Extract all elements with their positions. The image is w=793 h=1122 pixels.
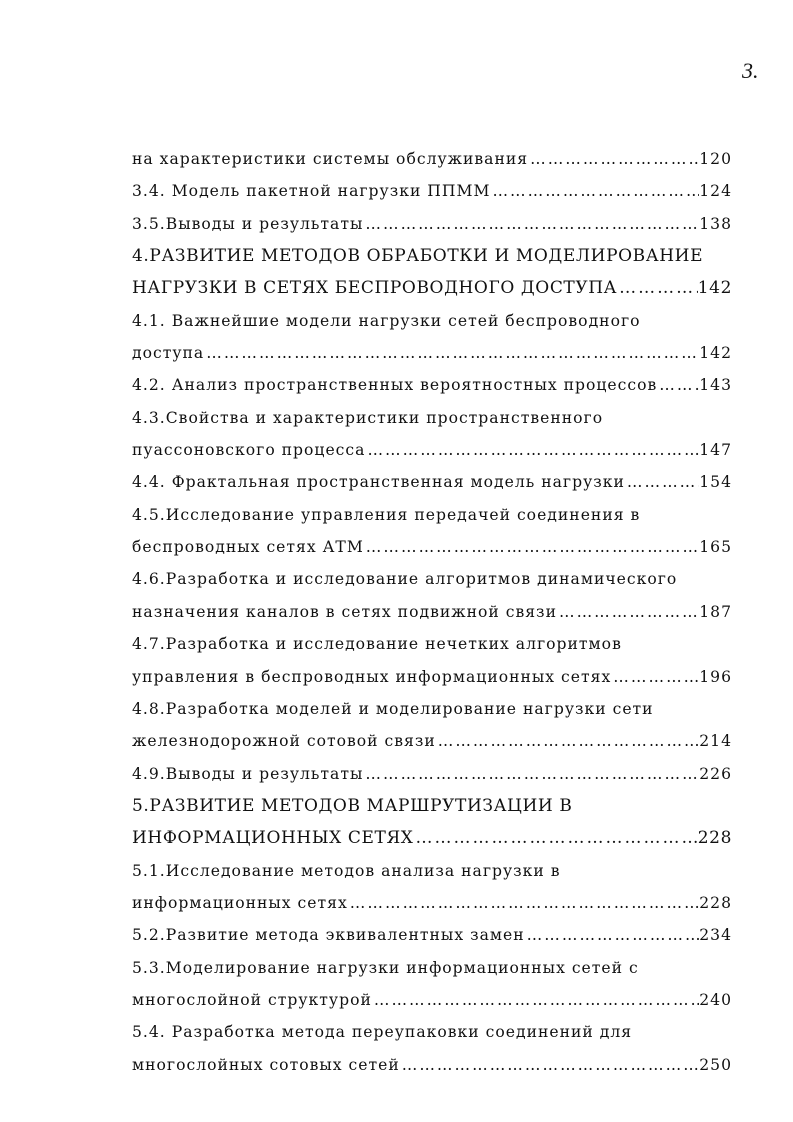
toc-heading-line <box>132 790 732 822</box>
toc-entry-line <box>132 693 732 725</box>
toc-page-number: 124 <box>699 182 732 201</box>
toc-entry-line <box>132 661 732 693</box>
toc-entry-line <box>132 563 732 595</box>
toc-entry-line <box>132 305 732 337</box>
toc-entry-title: 4.8.Разработка моделей и моделирование нагрузки сети <box>132 699 654 718</box>
toc-entry-title: 4.3.Свойства и характеристики пространственного <box>132 408 604 427</box>
toc-page-number: 187 <box>699 602 732 621</box>
toc-entry-title: пуассоновского процесса <box>132 441 366 460</box>
toc-entry-line <box>132 1016 732 1048</box>
toc-entry-title: 4.5.Исследование управления передачей соединения в <box>132 505 641 524</box>
toc-dot-leader <box>204 337 699 369</box>
toc-page-number: 196 <box>699 667 732 686</box>
toc-entry-title: 4.9.Выводы и результаты <box>132 764 364 783</box>
toc-page-number: 234 <box>699 926 732 945</box>
toc-entry-title: многослойной структурой <box>132 990 372 1009</box>
toc-entry-line <box>132 887 732 919</box>
toc-entry-title: НАГРУЗКИ В СЕТЯХ БЕСПРОВОДНОГО ДОСТУПА <box>132 278 618 299</box>
toc-dot-leader <box>363 208 699 240</box>
toc-entry-title: 4.7.Разработка и исследование нечетких алгоритмов <box>132 635 622 654</box>
toc-entry-line <box>132 369 732 401</box>
toc-dot-leader <box>525 919 700 951</box>
toc-entry-title: 4.1. Важнейшие модели нагрузки сетей беспроводного <box>132 311 641 330</box>
toc-entry-line <box>132 434 732 466</box>
toc-dot-leader <box>436 725 700 757</box>
toc-dot-leader <box>657 369 699 401</box>
toc-dot-leader <box>617 272 698 304</box>
toc-entry-line <box>132 596 732 628</box>
toc-entry-line <box>132 952 732 984</box>
toc-page-number: 143 <box>699 376 732 395</box>
toc-dot-leader <box>625 466 699 498</box>
toc-dot-leader <box>490 175 699 207</box>
toc-dot-leader <box>413 822 697 854</box>
toc-dot-leader <box>372 984 699 1016</box>
toc-dot-leader <box>365 434 699 466</box>
toc-page-number: 226 <box>699 764 732 783</box>
toc-entry-title: 5.3.Моделирование нагрузки информационных сетей с <box>132 958 639 977</box>
toc-dot-leader <box>363 758 699 790</box>
page-number: 3. <box>742 58 759 83</box>
toc-entry-title: 4.4. Фрактальная пространственная модель нагрузки <box>132 473 625 492</box>
toc-entry-line <box>132 855 732 887</box>
toc-entry-line <box>132 402 732 434</box>
toc-entry-title: 5.1.Исследование методов анализа нагрузки в <box>132 861 561 880</box>
toc-entry-line <box>132 208 732 240</box>
toc-entry-title: доступа <box>132 344 205 363</box>
toc-entry-line <box>132 499 732 531</box>
toc-page-number: 147 <box>699 441 732 460</box>
toc-page-number: 138 <box>699 214 732 233</box>
toc-entry-line <box>132 143 732 175</box>
toc-entry-title: 3.5.Выводы и результаты <box>132 214 364 233</box>
toc-entry-line <box>132 725 732 757</box>
toc-entry-title: многослойных сотовых сетей <box>132 1055 400 1074</box>
toc-entry-title: 4.РАЗВИТИЕ МЕТОДОВ ОБРАБОТКИ И МОДЕЛИРОВАНИЕ <box>132 246 704 267</box>
toc-heading-line <box>132 240 732 272</box>
toc-heading-line <box>132 822 732 854</box>
table-of-contents <box>132 143 732 1081</box>
toc-page-number: 142 <box>697 278 732 299</box>
toc-page-number: 142 <box>699 344 732 363</box>
toc-page-number: 165 <box>699 538 732 557</box>
toc-entry-line <box>132 1049 732 1081</box>
toc-entry-line <box>132 531 732 563</box>
toc-entry-title: управления в беспроводных информационных сетях <box>132 667 612 686</box>
toc-entry-line <box>132 466 732 498</box>
toc-entry-line <box>132 337 732 369</box>
toc-entry-title: 5.4. Разработка метода переупаковки соединений для <box>132 1023 633 1042</box>
toc-page-number: 240 <box>699 990 732 1009</box>
toc-entry-title: 5.2.Развитие метода эквивалентных замен <box>132 926 525 945</box>
toc-entry-title: 4.2. Анализ пространственных вероятностных процессов <box>132 376 658 395</box>
toc-entry-title: на характеристики системы обслуживания <box>132 150 529 168</box>
toc-page-number: 214 <box>699 732 732 751</box>
toc-entry-title: назначения каналов в сетях подвижной связи <box>132 602 557 621</box>
toc-entry-title: 4.6.Разработка и исследование алгоритмов динамического <box>132 570 678 589</box>
toc-dot-leader <box>400 1049 700 1081</box>
toc-dot-leader <box>528 143 699 175</box>
toc-entry-title: железнодорожной сотовой связи <box>132 732 436 751</box>
toc-entry-title: 5.РАЗВИТИЕ МЕТОДОВ МАРШРУТИЗАЦИИ В <box>132 795 573 816</box>
toc-heading-line <box>132 272 732 304</box>
toc-entry-line <box>132 628 732 660</box>
toc-dot-leader <box>348 887 699 919</box>
toc-entry-title: 3.4. Модель пакетной нагрузки ППММ <box>132 182 491 201</box>
toc-entry-line <box>132 984 732 1016</box>
toc-page-number: 120 <box>699 150 732 168</box>
toc-entry-line <box>132 175 732 207</box>
toc-entry-title: ИНФОРМАЦИОННЫХ СЕТЯХ <box>132 828 414 849</box>
toc-page-number: 154 <box>699 473 732 492</box>
toc-dot-leader <box>364 531 699 563</box>
toc-page-number: 228 <box>699 893 732 912</box>
toc-entry-line <box>132 758 732 790</box>
toc-dot-leader <box>611 661 699 693</box>
toc-page-number: 250 <box>699 1055 732 1074</box>
toc-entry-title: информационных сетях <box>132 893 348 912</box>
toc-dot-leader <box>557 596 699 628</box>
toc-entry-title: беспроводных сетях АТМ <box>132 538 364 557</box>
toc-entry-line <box>132 919 732 951</box>
toc-page-number: 228 <box>697 828 732 849</box>
